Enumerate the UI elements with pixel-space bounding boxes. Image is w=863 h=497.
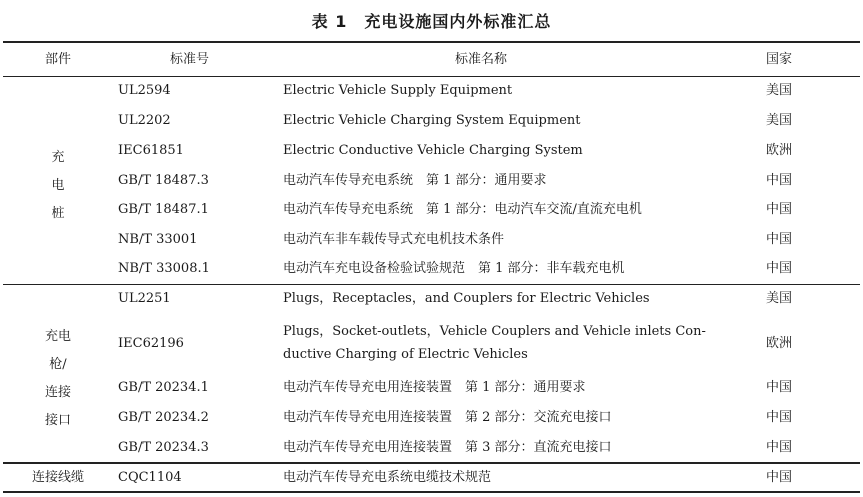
standard-country: 美国 (766, 113, 793, 128)
standard-name: 电动汽车非车载传导式充电机技术条件 (283, 232, 505, 247)
standard-code: GB/T 20234.2 (118, 410, 209, 425)
standard-name: 电动汽车传导充电系统 第 1 部分：通用要求 (283, 173, 547, 188)
header-name: 标准名称 (455, 52, 508, 67)
standard-country: 中国 (766, 470, 793, 485)
standard-code: UL2251 (118, 291, 171, 306)
standard-country: 中国 (766, 380, 793, 395)
header-country: 国家 (766, 52, 793, 67)
standard-name: 电动汽车传导充电系统电缆技术规范 (283, 470, 492, 485)
standard-country: 美国 (766, 291, 793, 306)
standard-code: UL2202 (118, 113, 171, 128)
standard-code: NB/T 33008.1 (118, 261, 210, 276)
standard-code: IEC62196 (118, 336, 184, 351)
standard-code: CQC1104 (118, 470, 182, 485)
standard-name: 电动汽车充电设备检验试验规范 第 1 部分：非车载充电机 (283, 261, 625, 276)
standard-country: 中国 (766, 440, 793, 455)
table-title: 表 1 充电设施国内外标准汇总 (311, 12, 552, 31)
part-line: 枪/ (49, 357, 67, 372)
standard-country: 欧洲 (766, 143, 793, 158)
standard-code: GB/T 18487.3 (118, 173, 209, 188)
bottom-rule (3, 491, 860, 493)
standard-country: 中国 (766, 410, 793, 425)
standard-country: 中国 (766, 232, 793, 247)
standard-code: UL2594 (118, 83, 171, 98)
standard-country: 中国 (766, 261, 793, 276)
standard-name: Electric Vehicle Charging System Equipment (283, 113, 581, 128)
standard-country: 欧洲 (766, 336, 793, 351)
part-line: 充 (51, 150, 65, 165)
standard-code: GB/T 18487.1 (118, 202, 209, 217)
standard-name: 电动汽车传导充电用连接装置 第 1 部分：通用要求 (283, 380, 586, 395)
standard-code: GB/T 20234.3 (118, 440, 209, 455)
header-code: 标准号 (170, 52, 210, 67)
standard-code: IEC61851 (118, 143, 184, 158)
standard-name: Plugs，Socket-outlets，Vehicle Couplers and Vehicle inlets Con- (283, 324, 706, 339)
group-part-charging-gun (0, 323, 116, 435)
header-rule (3, 76, 860, 77)
part-line: 电 (51, 178, 65, 193)
group-rule (3, 462, 860, 464)
standard-code: NB/T 33001 (118, 232, 198, 247)
part-line: 连接 (44, 385, 71, 400)
standard-country: 中国 (766, 202, 793, 217)
part-line: 桩 (51, 206, 65, 221)
standard-code: GB/T 20234.1 (118, 380, 209, 395)
group-rule (3, 284, 860, 285)
part-line: 充电 (44, 329, 71, 344)
standard-name: Plugs，Receptacles，and Couplers for Electric Vehicles (283, 291, 650, 306)
group-part-cable: 连接线缆 (31, 470, 84, 485)
group-part-charging-pile (0, 144, 116, 228)
standard-name: 电动汽车传导充电用连接装置 第 3 部分：直流充电接口 (283, 440, 612, 455)
standard-name: Electric Vehicle Supply Equipment (283, 83, 513, 98)
standard-country: 中国 (766, 173, 793, 188)
standard-country: 美国 (766, 83, 793, 98)
standard-name: 电动汽车传导充电用连接装置 第 2 部分：交流充电接口 (283, 410, 612, 425)
standard-name-continued: ductive Charging of Electric Vehicles (283, 347, 528, 362)
standard-name: 电动汽车传导充电系统 第 1 部分：电动汽车交流/直流充电机 (283, 202, 642, 217)
standard-name: Electric Conductive Vehicle Charging System (283, 143, 583, 158)
part-line: 接口 (44, 413, 71, 428)
header-part: 部件 (44, 52, 71, 67)
top-rule (3, 41, 860, 43)
